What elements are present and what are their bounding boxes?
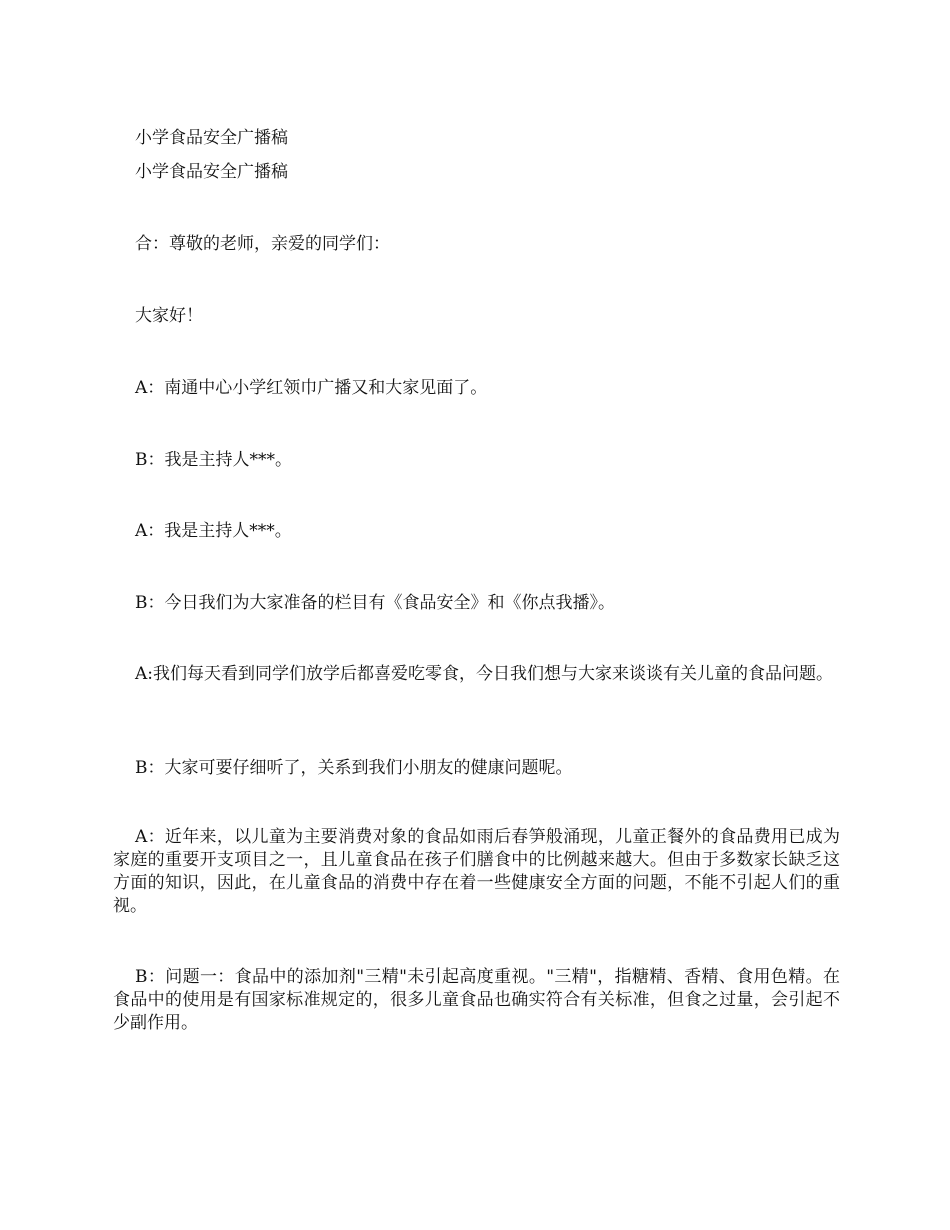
- paragraph-b-host: B：我是主持人***。: [135, 450, 292, 470]
- paragraph-b-additives: B：问题一：食品中的添加剂"三精"未引起高度重视。"三精"，指糖精、香精、食用色精。在食品中的使用是有国家标准规定的，很多儿童食品也确实符合有关标准，但食之过量，会引起不少副作用。: [113, 967, 840, 1033]
- paragraph-a-host: A：我是主持人***。: [135, 521, 292, 541]
- document-title: 小学食品安全广播稿: [135, 128, 288, 148]
- paragraph-greeting: 合：尊敬的老师，亲爱的同学们：: [135, 234, 390, 254]
- document-subtitle: 小学食品安全广播稿: [135, 162, 288, 182]
- paragraph-a-background: A：近年来，以儿童为主要消费对象的食品如雨后春笋般涌现，儿童正餐外的食品费用已成为家庭的重要开支项目之一，且儿童食品在孩子们膳食中的比例越来越大。但由于多数家长缺乏这方面的知识，因此，在儿童食品的消费中存在着一些健康安全方面的问题，不能不引起人们的重视。: [113, 827, 840, 916]
- paragraph-b-health: B：大家可要仔细听了，关系到我们小朋友的健康问题呢。: [135, 758, 573, 778]
- paragraph-hello: 大家好！: [135, 306, 203, 326]
- paragraph-a-snacks: A:我们每天看到同学们放学后都喜爱吃零食，今日我们想与大家来谈谈有关儿童的食品问题。: [135, 664, 834, 684]
- paragraph-a-intro: A：南通中心小学红领巾广播又和大家见面了。: [135, 378, 488, 398]
- paragraph-b-program: B：今日我们为大家准备的栏目有《食品安全》和《你点我播》。: [135, 593, 615, 613]
